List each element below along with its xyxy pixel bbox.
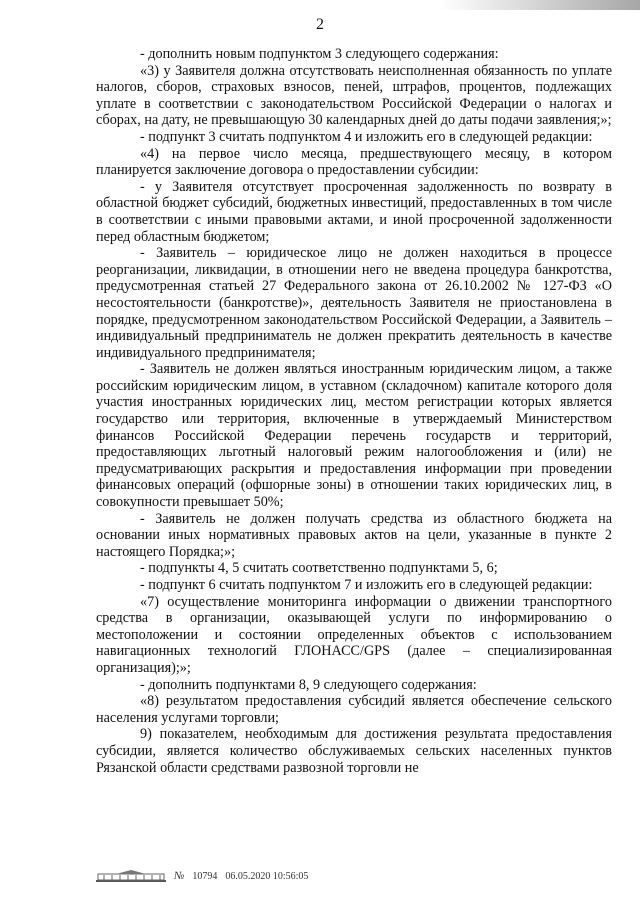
paragraph: «3) у Заявителя должна отсутствовать неисполненная обязанность по уплате налогов, сборов, страховых взносов, пеней, штрафов, процентов, подлежащих уплате в соответствии с законодательством Российской Федерации о налогах и сборах, на дату, не превышающую 30 календарных дней до даты подачи заявления;»; — [96, 62, 612, 129]
number-sign: № — [174, 870, 185, 882]
paragraph: - Заявитель не должен являться иностранным юридическим лицом, а также российским юридическим лицом, в уставном (складочном) капитале которого доля участия иностранных юридических лиц, местом регистрации которых является государство или территория, включенные в утверждаемый Министерством финансов Российской Федерации перечень государств и территорий, предоставляющих льготный налоговый режим налогообложения и (или) не предусматривающих раскрытия и предоставления информации при проведении финансовых операций (офшорные зоны) в отношении таких юридических лиц, в совокупности превышает 50%; — [96, 361, 612, 511]
paragraph: 9) показателем, необходимым для достижения результата предоставления субсидии, является количество обслуживаемых сельских населенных пунктов Рязанской области средствами развозной торговли не — [96, 726, 612, 776]
paragraph: - подпункт 6 считать подпунктом 7 и изложить его в следующей редакции: — [140, 577, 593, 593]
paragraph: - Заявитель – юридическое лицо не должен находиться в процессе реорганизации, ликвидации, в отношении него не введена процедура банкротства, предусмотренная статьей 27 Федерального закона от 26.10.2002 № 127-ФЗ «О несостоятельности (банкротстве)», деятельность Заявителя не приостановлена в порядке, предусмотренном законодательством Российской Федерации, а Заявитель – индивидуальный предприниматель не должен прекратить деятельность в качестве индивидуального предпринимателя; — [96, 245, 612, 361]
paragraph: «7) осуществление мониторинга информации о движении транспортного средства в организации, оказывающей услуги по информированию о местоположении и состоянии определенных объектов с использованием навигационных технологий ГЛОНАСС/GPS (далее – специализированная организация);»; — [96, 593, 612, 676]
paragraph: - дополнить подпунктами 8, 9 следующего содержания: — [140, 676, 477, 693]
paragraph: - дополнить новым подпунктом 3 следующего содержания: — [140, 46, 499, 62]
page-number: 2 — [316, 16, 324, 33]
document-body — [96, 46, 612, 776]
paragraph: - у Заявителя отсутствует просроченная задолженность по возврату в областной бюджет субсидий, бюджетных инвестиций, предоставленных в том числе в соответствии с иными правовыми актами, и иной просроченной задолженности перед областным бюджетом; — [96, 178, 612, 245]
paragraph: - подпункт 3 считать подпунктом 4 и изложить его в следующей редакции: — [140, 128, 593, 145]
paragraph: «4) на первое число месяца, предшествующего месяцу, в котором планируется заключение договора о предоставлении субсидии: — [96, 145, 612, 179]
document-number: 10794 — [192, 870, 218, 882]
paragraph: - подпункты 4, 5 считать соответственно подпунктами 5, 6; — [140, 560, 498, 577]
paragraph: - Заявитель не должен получать средства из областного бюджета на основании иных нормативных правовых актов на цели, указанные в пункте 2 настоящего Порядка;»; — [96, 510, 612, 560]
paragraph: «8) результатом предоставления субсидий является обеспечение сельского населения услугами торговли; — [96, 693, 612, 726]
registry-building-icon — [96, 870, 166, 882]
document-footer — [96, 869, 308, 883]
scan-edge-shading — [440, 0, 640, 10]
registration-timestamp: 06.05.2020 10:56:05 — [225, 870, 309, 882]
